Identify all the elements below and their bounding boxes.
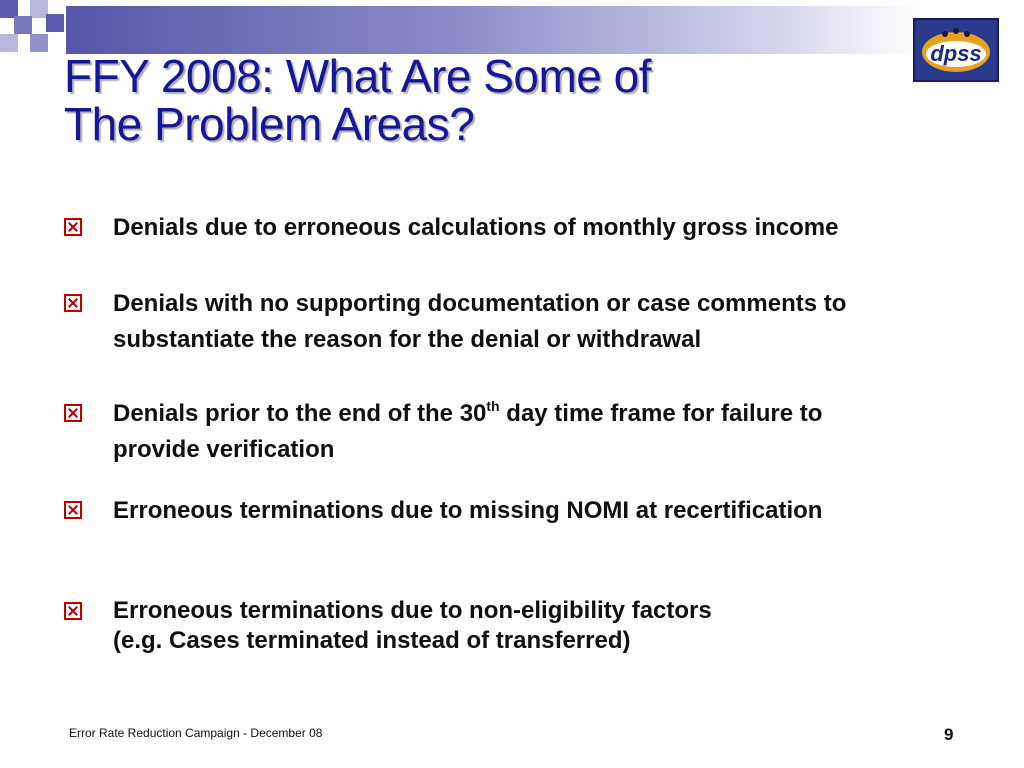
footer-caption: Error Rate Reduction Campaign - December 08 (69, 726, 323, 740)
bullet-text: Erroneous terminations due to non-eligibility factors (e.g. Cases terminated instead of transferred) (113, 597, 712, 654)
x-box-icon (64, 501, 82, 519)
x-box-icon (64, 218, 82, 236)
x-box-icon (64, 602, 82, 620)
title-line-2: The Problem Areas? (64, 98, 475, 150)
x-box-icon (64, 404, 82, 422)
svg-text:dpss: dpss (930, 41, 982, 66)
x-box-icon (64, 294, 82, 312)
bullet-text: Denials due to erroneous calculations of monthly gross income (113, 214, 839, 241)
bullet-text: Denials prior to the end of the 30th day time frame for failure to provide verification (113, 398, 823, 463)
dpss-logo (913, 18, 999, 82)
title-line-1: FFY 2008: What Are Some of (64, 50, 651, 102)
bullet-text: Erroneous terminations due to missing NOMI at recertification (113, 497, 823, 524)
bullet-text: Denials with no supporting documentation or case comments to substantiate the reason for the denial or withdrawal (113, 290, 847, 353)
slide-title (64, 52, 904, 148)
title-gradient-bar (66, 6, 918, 54)
page-number: 9 (944, 725, 954, 744)
